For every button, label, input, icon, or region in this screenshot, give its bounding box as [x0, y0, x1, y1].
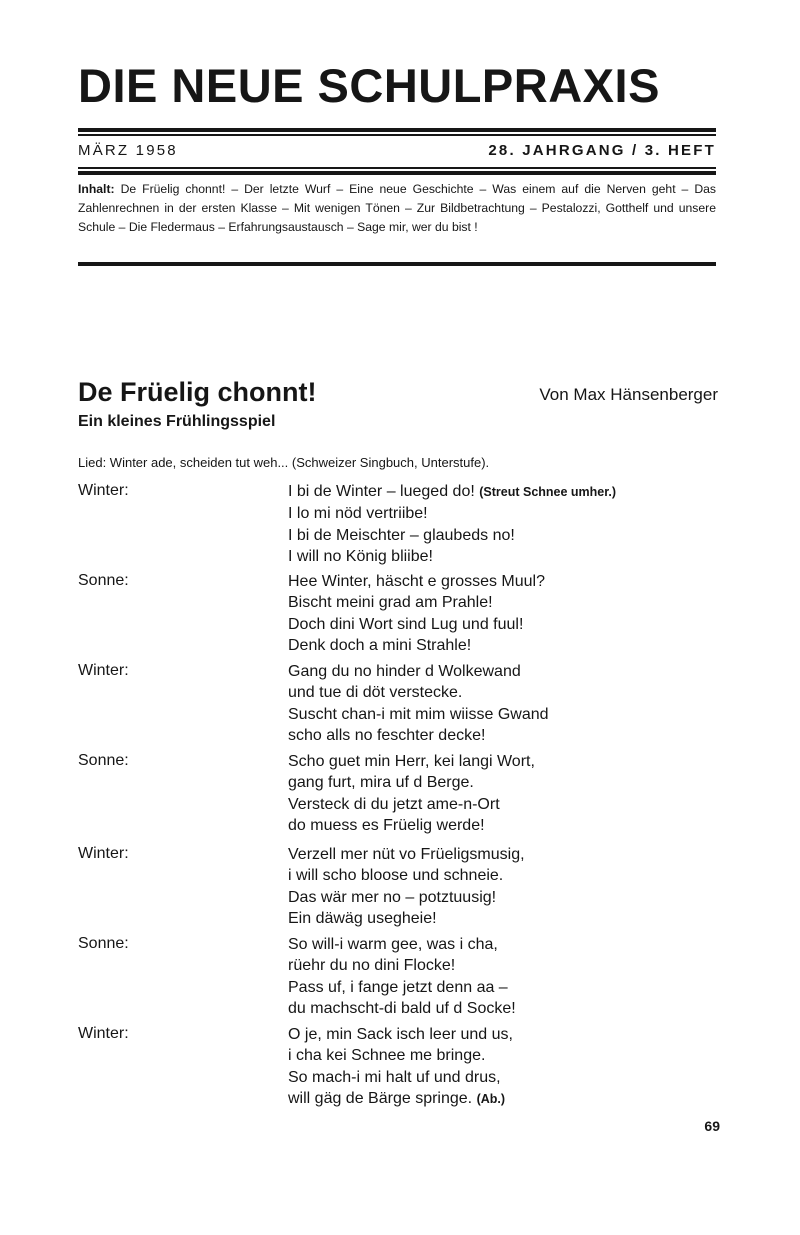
song-reference: Lied: Winter ade, scheiden tut weh... (Schweizer Singbuch, Unterstufe). — [78, 455, 490, 470]
stage-direction: (Ab.) — [476, 1091, 506, 1106]
masthead-title: DIE NEUE SCHULPRAXIS — [78, 59, 660, 112]
verse-line: du machscht-di bald uf d Socke! — [288, 999, 516, 1017]
verse-line: Hee Winter, häscht e grosses Muul? — [288, 573, 546, 590]
header-rule-middle-thin — [78, 167, 716, 169]
verse-line: Doch dini Wort sind Lug und fuul! — [288, 615, 524, 633]
header-rule-middle — [78, 171, 716, 175]
verse-stanza — [288, 934, 728, 1019]
speaker-label: Sonne: — [78, 935, 129, 952]
verse-line: I bi de Winter – lueged do! (Streut Schnee umher.) — [288, 483, 617, 500]
header-rule-top-thin — [78, 134, 716, 136]
page-number: 69 — [704, 1118, 720, 1134]
contents-label: Inhalt: — [78, 182, 115, 196]
verse-stanza — [288, 571, 728, 656]
verse-line: gang furt, mira uf d Berge. — [288, 774, 474, 792]
speaker-label: Winter: — [78, 482, 129, 499]
contents-text: De Früelig chonnt! – Der letzte Wurf – Eine neue Geschichte – Was einem auf die Nerven geht – Das Zahlenrechnen in der ersten Klasse – Mit wenigen Tönen – Zur Bildbetrachtung – Pestalozzi, Gotthelf und unsere Schule – Die Fledermaus – Erfahrungsaustausch – Sage mir, wer du bist ! — [78, 182, 717, 234]
verse-line: Das wär mer no – potztuusig! — [288, 888, 497, 906]
verse-stanza — [288, 661, 728, 746]
verse-line: Bischt meini grad am Prahle! — [288, 594, 493, 612]
verse-line: So will-i warm gee, was i cha, — [288, 936, 498, 953]
verse-line: Scho guet min Herr, kei langi Wort, — [288, 753, 535, 770]
article-title: De Früelig chonnt! — [78, 377, 317, 407]
speaker-label: Winter: — [78, 845, 129, 862]
verse-line: Pass uf, i fange jetzt denn aa – — [288, 978, 508, 996]
header-rule-top — [78, 128, 716, 132]
contents-rule-bottom — [78, 262, 716, 266]
speaker-label: Sonne: — [78, 572, 129, 589]
verse-stanza — [288, 1024, 728, 1110]
verse-line: will gäg de Bärge springe. (Ab.) — [288, 1089, 506, 1107]
speaker-label: Sonne: — [78, 752, 129, 769]
verse-line: Gang du no hinder d Wolkewand — [288, 663, 521, 680]
verse-line: rüehr du no dini Flocke! — [288, 957, 456, 975]
verse-line: Versteck di du jetzt ame-n-Ort — [288, 795, 500, 813]
verse-stanza — [288, 751, 728, 836]
verse-line: i cha kei Schnee me bringe. — [288, 1047, 486, 1065]
verse-line: i will scho bloose und schneie. — [288, 867, 504, 885]
verse-line: Ein däwäg usegheie! — [288, 909, 437, 927]
verse-line: I will no König bliibe! — [288, 547, 433, 565]
verse-stanza — [288, 481, 728, 567]
verse-line: Verzell mer nüt vo Früeligsmusig, — [288, 846, 525, 863]
verse-line: Suscht chan-i mit mim wiisse Gwand — [288, 705, 549, 723]
table-of-contents — [78, 180, 716, 237]
stage-direction: (Streut Schnee umher.) — [479, 485, 617, 499]
verse-line: O je, min Sack isch leer und us, — [288, 1026, 513, 1043]
verse-line: I bi de Meischter – glaubeds no! — [288, 526, 515, 544]
speaker-label: Winter: — [78, 662, 129, 679]
article-subtitle: Ein kleines Frühlingsspiel — [78, 413, 276, 430]
verse-line: scho alls no feschter decke! — [288, 726, 486, 744]
verse-line: So mach-i mi halt uf und drus, — [288, 1068, 501, 1086]
verse-line: do muess es Früelig werde! — [288, 816, 485, 834]
verse-line: I lo mi nöd vertriibe! — [288, 505, 428, 523]
verse-stanza — [288, 844, 728, 929]
article-author: Von Max Hänsenberger — [539, 385, 718, 404]
issue-date: MÄRZ 1958 — [78, 142, 178, 159]
speaker-label: Winter: — [78, 1025, 129, 1042]
issue-volume: 28. JAHRGANG / 3. HEFT — [488, 142, 716, 159]
verse-line: Denk doch a mini Strahle! — [288, 636, 472, 654]
verse-line: und tue di döt verstecke. — [288, 684, 463, 702]
issue-row — [78, 142, 716, 159]
